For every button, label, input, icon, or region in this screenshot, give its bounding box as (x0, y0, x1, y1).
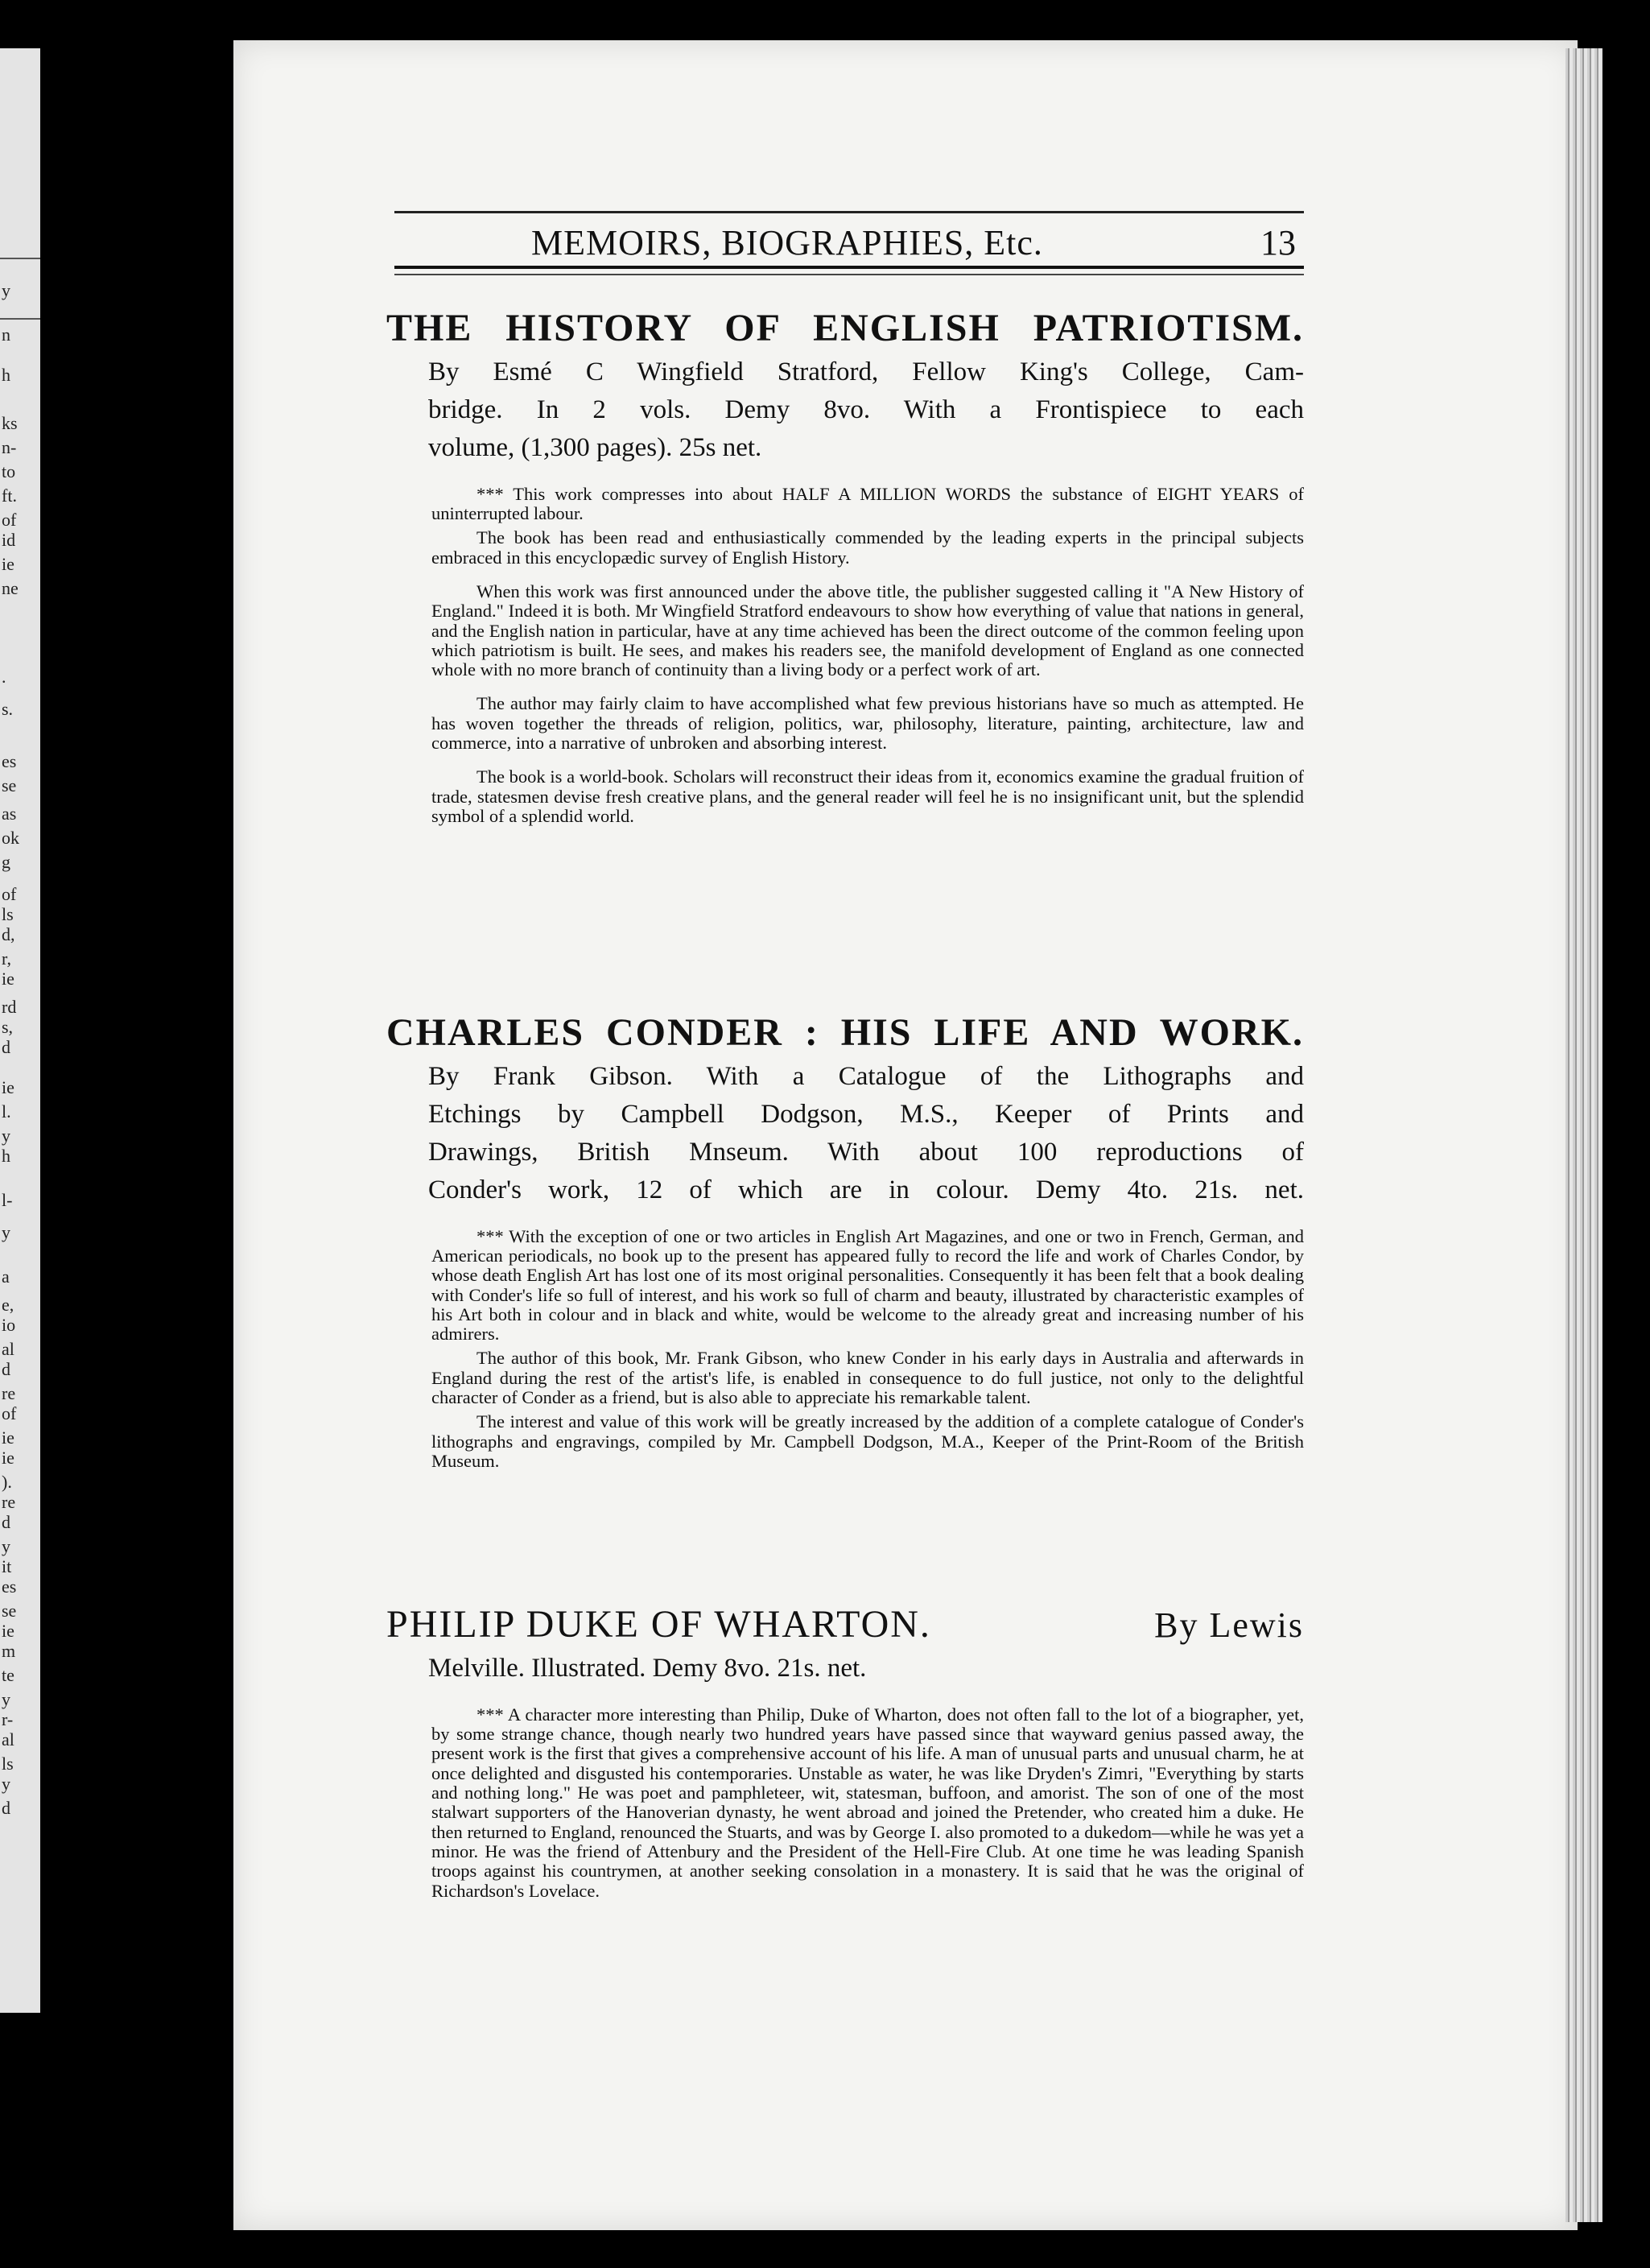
facing-page-text-fragment: r, (2, 948, 11, 969)
facing-page-text-fragment: d (2, 1512, 10, 1532)
facing-page-text-fragment: ie (2, 1077, 14, 1097)
facing-page-text-fragment: al (2, 1339, 14, 1359)
facing-page-text-fragment: te (2, 1665, 14, 1685)
facing-page-text-fragment: d (2, 1037, 10, 1057)
entry-paragraph: *** A character more interesting than Philip, Duke of Wharton, does not often fall to the lot of a biographer, yet, by some strange chance, though nearly two hundred years have passed since that wayward genius passed away, the present work is the first that gives a comprehensive account of his life. A man of unusual parts and unusual charm, he at once delighted and disgusted his contemporaries. Unstable as water, he was like Dryden's Zimri, "Everything by starts and nothing long." He was poet and pamphleteer, wit, statesman, buffoon, and amorist. The son of one of the most stalwart supporters of the Hanoverian dynasty, he went abroad and joined the Pretender, who created him a duke. He then returned to England, renounced the Stuarts, and was by George I. also promoted to a dukedom—while he was yet a minor. He was the friend of Attenbury and the President of the Hell-Fire Club. At one time he was leading Spanish troops against his countrymen, at another seeking consolation in a monastery. It is said that he was the original of Richardson's Lovelace. (431, 1704, 1304, 1901)
facing-page-text-fragment: r- (2, 1709, 14, 1729)
facing-page-text-fragment: re (2, 1383, 16, 1403)
facing-page-text-fragment: d (2, 1798, 10, 1818)
facing-page-text-fragment: ie (2, 969, 14, 989)
entry-paragraph: The book has been read and enthusiastically commended by the leading experts in the principal subjects embraced in this encyclopædic survey of English History. (431, 527, 1304, 568)
facing-page-text-fragment: ). (2, 1472, 12, 1492)
facing-page-text-fragment: re (2, 1492, 16, 1512)
facing-page-text-fragment: e, (2, 1295, 14, 1315)
entry-byline: bridge. In 2 vols. Demy 8vo. With a Frontispiece to each (428, 395, 1304, 425)
entry-paragraph: The interest and value of this work will be greatly increased by the addition of a complete catalogue of Conder's lithographs and engravings, compiled by Mr. Campbell Dodgson, M.A., Keeper of the Print-Room of the British Museum. (431, 1411, 1304, 1471)
facing-page-text-fragment: as (2, 804, 17, 824)
entry-paragraph: The author of this book, Mr. Frank Gibson, who knew Conder in his early days in Australia and afterwards in England during the rest of the artist's life, is enabled in consequence to do full justice, not only to the delightful character of Conder as a friend, but is also able to appreciate his remarkable talent. (431, 1348, 1304, 1407)
facing-page-text-fragment: id (2, 530, 16, 550)
entry-title-row (386, 1602, 1304, 1646)
page-edge (1565, 48, 1603, 2222)
entry-title: PHILIP DUKE OF WHARTON. (386, 1603, 931, 1646)
header-rule-top (394, 211, 1304, 213)
entry-paragraph: *** With the exception of one or two articles in English Art Magazines, and one or two in French, German, and American periodicals, no book up to the present has appeared fully to record the life and work of Charles Condor, by whose death English Art has lost one of its most original personalities. Consequently it has been felt that a book dealing with Conder's life so full of interest, and his work so full of charm and beauty, illustrated by characteristic examples of his Art both in colour and in black and white, would be welcome to the already great and increasing number of his admirers. (431, 1225, 1304, 1345)
facing-page-fragment (0, 48, 40, 2013)
facing-page-text-fragment: . (2, 667, 6, 687)
entry-byline: Melville. Illustrated. Demy 8vo. 21s. net. (428, 1654, 867, 1683)
facing-page-text-fragment: h (2, 1146, 10, 1166)
facing-page-text-fragment: ok (2, 828, 19, 848)
facing-page-text-fragment: se (2, 775, 17, 795)
facing-page-text-fragment: l. (2, 1101, 11, 1122)
facing-page-text-fragment: h (2, 365, 10, 385)
facing-page-text-fragment: a (2, 1266, 10, 1287)
entry-title-by: By Lewis (1154, 1605, 1304, 1645)
entry-paragraph: The book is a world-book. Scholars will reconstruct their ideas from it, economics examine the gradual fruition of trade, statesmen devise fresh creative plans, and the general reader will feel he is no insignificant unit, but the splendid symbol of a splendid world. (431, 766, 1304, 826)
facing-page-text-fragment: se (2, 1601, 17, 1621)
facing-page-text-fragment: rd (2, 997, 17, 1017)
facing-page-text-fragment: of (2, 1403, 17, 1423)
facing-page-text-fragment: ls (2, 904, 14, 924)
facing-page-text-fragment: d (2, 1359, 10, 1379)
facing-page-text-fragment: ie (2, 554, 14, 574)
page-number: 13 (1260, 223, 1296, 262)
entry-byline: By Esmé C Wingfield Stratford, Fellow King's College, Cam- (428, 357, 1304, 387)
facing-page-text-fragment: y (2, 1689, 10, 1709)
entry-byline: Conder's work, 12 of which are in colour. Demy 4to. 21s. net. (428, 1175, 1304, 1204)
running-head-title: MEMOIRS, BIOGRAPHIES, Etc. (531, 223, 1043, 262)
facing-page-text-fragment: s, (2, 1017, 14, 1037)
facing-page-text-fragment: y (2, 1126, 10, 1146)
facing-page-text-fragment: s. (2, 699, 14, 719)
entry-philip-duke-of-wharton (386, 1602, 1304, 1901)
facing-page-text-fragment: to (2, 461, 16, 481)
facing-page-text-fragment: y (2, 280, 10, 300)
facing-page-rule (0, 258, 40, 259)
header-rule-thick (394, 266, 1304, 269)
entry-byline: By Frank Gibson. With a Catalogue of the Lithographs and (428, 1062, 1304, 1092)
running-head (394, 211, 1304, 275)
entry-title: CHARLES CONDER : HIS LIFE AND WORK. (386, 1011, 1304, 1054)
facing-page-text-fragment: m (2, 1641, 16, 1661)
facing-page-text-fragment: ie (2, 1448, 14, 1468)
facing-page-text-fragment: al (2, 1729, 14, 1750)
facing-page-text-fragment: ie (2, 1427, 14, 1448)
facing-page-text-fragment: ks (2, 413, 18, 433)
facing-page-text-fragment: n- (2, 437, 17, 457)
facing-page-text-fragment: ls (2, 1754, 14, 1774)
facing-page-text-fragment: ne (2, 578, 19, 598)
facing-page-text-fragment: n (2, 324, 10, 345)
facing-page-rule (0, 318, 40, 320)
facing-page-text-fragment: es (2, 1576, 17, 1597)
entry-byline: Etchings by Campbell Dodgson, M.S., Keeper of Prints and (428, 1100, 1304, 1130)
entry-english-patriotism (386, 306, 1304, 826)
entry-title: THE HISTORY OF ENGLISH PATRIOTISM. (386, 307, 1304, 349)
entry-paragraph: When this work was first announced under the above title, the publisher suggested calling it "A New History of England." Indeed it is both. Mr Wingfield Stratford endeavours to show how everything of value that nations in general, and the English nation in particular, have at any time achieved has been the direct outcome of the common feeling upon which patriotism is built. He sees, and makes his readers see, the manifold development of England as one connected whole with no more branch of continuity than a living body or a perfect work of art. (431, 580, 1304, 680)
facing-page-text-fragment: g (2, 852, 10, 872)
facing-page-text-fragment: ft. (2, 485, 17, 506)
facing-page-text-fragment: y (2, 1774, 10, 1794)
entry-byline: Drawings, British Mnseum. With about 100 reproductions of (428, 1137, 1304, 1167)
entry-paragraph: The author may fairly claim to have accomplished what few previous historians have so much as attempted. He has woven together the threads of religion, politics, war, philosophy, literature, painting, architecture, law and commerce, into a narrative of unbroken and absorbing interest. (431, 693, 1304, 754)
entry-paragraph: *** This work compresses into about HALF A MILLION WORDS the substance of EIGHT YEARS of uninterrupted labour. (431, 483, 1304, 524)
entry-byline: volume, (1,300 pages). 25s net. (428, 432, 762, 462)
facing-page-text-fragment: d, (2, 924, 15, 944)
facing-page-text-fragment: y (2, 1222, 10, 1242)
facing-page-text-fragment: l- (2, 1190, 13, 1210)
facing-page-text-fragment: io (2, 1315, 16, 1335)
facing-page-text-fragment: y (2, 1536, 10, 1556)
facing-page-text-fragment: it (2, 1556, 12, 1576)
entry-charles-conder (386, 1010, 1304, 1471)
facing-page-text-fragment: ie (2, 1621, 14, 1641)
facing-page-text-fragment: es (2, 751, 17, 771)
header-rule-thin (394, 274, 1304, 275)
facing-page-text-fragment: of (2, 884, 17, 904)
facing-page-text-fragment: of (2, 510, 17, 530)
